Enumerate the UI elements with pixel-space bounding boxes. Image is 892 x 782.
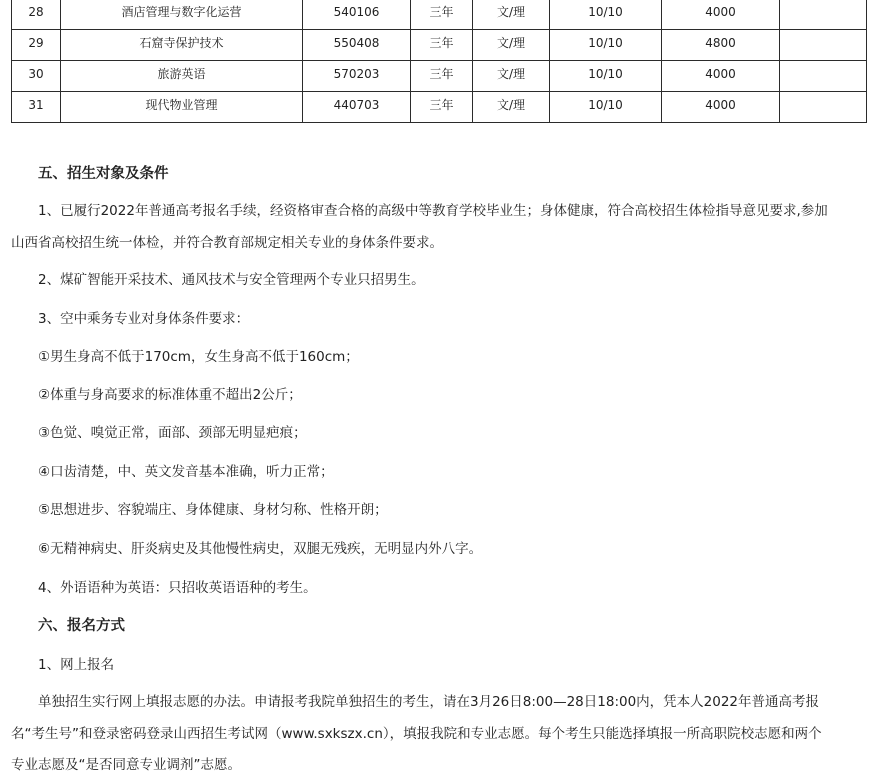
requirement-6: ⑥无精神病史、肝炎病史及其他慢性病史，双腿无残疾，无明显内外八字。 <box>38 541 483 557</box>
table-row <box>12 0 867 30</box>
note-cell <box>780 0 867 30</box>
tuition-fee: 4000 <box>662 0 780 30</box>
study-years: 三年 <box>411 92 473 123</box>
requirement-4: ④口齿清楚，中、英文发音基本准确，听力正常； <box>38 464 334 480</box>
condition-2: 2、煤矿智能开采技术、通风技术与安全管理两个专业只招男生。 <box>38 272 425 288</box>
requirement-5: ⑤思想进步、容貌端庄、身体健康、身材匀称、性格开朗； <box>38 502 388 518</box>
major-name: 石窟寺保护技术 <box>61 30 303 61</box>
row-number: 31 <box>12 92 61 123</box>
enrollment-ratio: 10/10 <box>550 92 662 123</box>
signup-para-line3: 专业志愿及“是否同意专业调剂”志愿。 <box>11 757 241 773</box>
requirement-2: ②体重与身高要求的标准体重不超出2公斤； <box>38 387 302 403</box>
table-row <box>12 92 867 123</box>
subject-type: 文/理 <box>473 61 550 92</box>
note-cell <box>780 92 867 123</box>
condition-1-line1: 1、已履行2022年普通高考报名手续，经资格审查合格的高级中等教育学校毕业生；身体健康，符合高校招生体检指导意见要求,参加 <box>38 203 828 219</box>
major-code: 550408 <box>303 30 411 61</box>
row-number: 28 <box>12 0 61 30</box>
tuition-fee: 4800 <box>662 30 780 61</box>
online-signup-subheading: 1、网上报名 <box>38 657 115 673</box>
condition-4: 4、外语语种为英语：只招收英语语种的考生。 <box>38 580 317 596</box>
subject-type: 文/理 <box>473 30 550 61</box>
study-years: 三年 <box>411 0 473 30</box>
major-code: 570203 <box>303 61 411 92</box>
condition-3: 3、空中乘务专业对身体条件要求： <box>38 311 250 327</box>
tuition-fee: 4000 <box>662 61 780 92</box>
row-number: 30 <box>12 61 61 92</box>
major-name: 旅游英语 <box>61 61 303 92</box>
section5-heading: 五、招生对象及条件 <box>38 166 169 182</box>
note-cell <box>780 30 867 61</box>
row-number: 29 <box>12 30 61 61</box>
major-name: 现代物业管理 <box>61 92 303 123</box>
table-row <box>12 30 867 61</box>
major-name: 酒店管理与数字化运营 <box>61 0 303 30</box>
major-code: 540106 <box>303 0 411 30</box>
majors-table <box>11 0 867 123</box>
signup-para-line2: 名“考生号”和登录密码登录山西招生考试网（www.sxkszx.cn），填报我院和专业志愿。每个考生只能选择填报一所高职院校志愿和两个 <box>11 726 822 742</box>
note-cell <box>780 61 867 92</box>
enrollment-ratio: 10/10 <box>550 0 662 30</box>
enrollment-ratio: 10/10 <box>550 61 662 92</box>
signup-para-line1: 单独招生实行网上填报志愿的办法。申请报考我院单独招生的考生，请在3月26日8:00—28日18:00内，凭本人2022年普通高考报 <box>38 694 820 710</box>
condition-1-line2: 山西省高校招生统一体检，并符合教育部规定相关专业的身体条件要求。 <box>11 235 443 251</box>
requirement-3: ③色觉、嗅觉正常，面部、颈部无明显疤痕； <box>38 425 307 441</box>
subject-type: 文/理 <box>473 92 550 123</box>
major-code: 440703 <box>303 92 411 123</box>
study-years: 三年 <box>411 30 473 61</box>
enrollment-ratio: 10/10 <box>550 30 662 61</box>
requirement-1: ①男生身高不低于170cm，女生身高不低于160cm； <box>38 349 359 365</box>
study-years: 三年 <box>411 61 473 92</box>
table-row <box>12 61 867 92</box>
section6-heading: 六、报名方式 <box>38 618 125 634</box>
subject-type: 文/理 <box>473 0 550 30</box>
tuition-fee: 4000 <box>662 92 780 123</box>
